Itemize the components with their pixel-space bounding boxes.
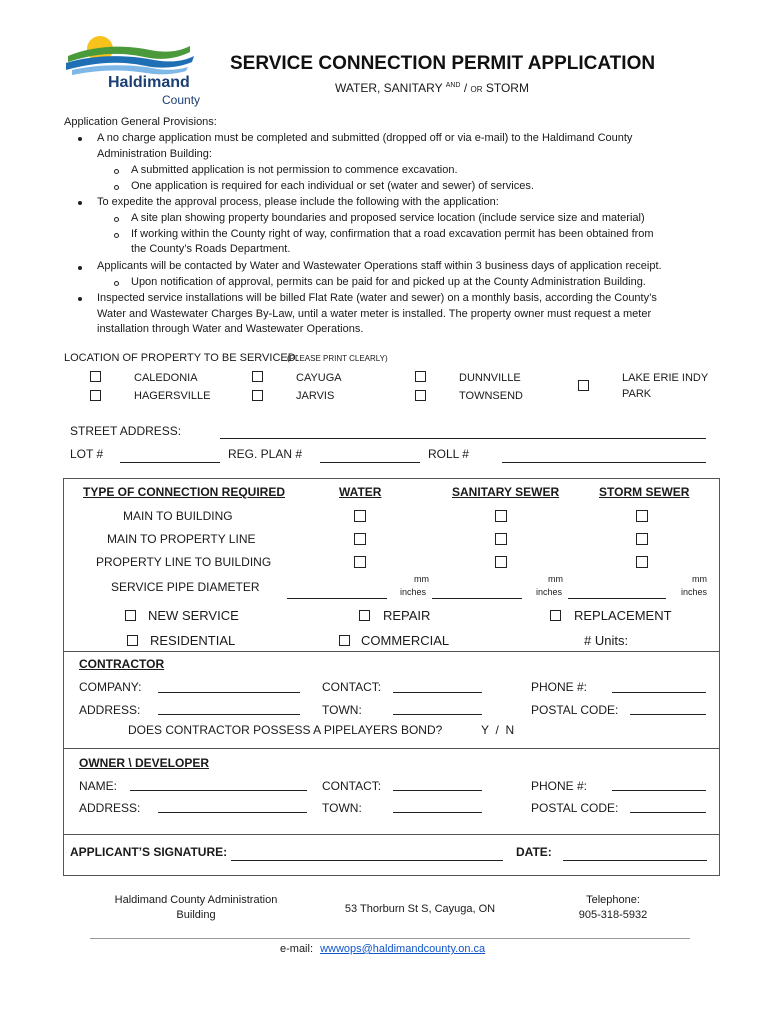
owner-town-label: TOWN:	[322, 801, 362, 815]
footer-address: 53 Thorburn St S, Cayuga, ON	[344, 903, 496, 915]
checkbox-residential[interactable]	[127, 635, 138, 646]
checkbox-water-main-to-building[interactable]	[354, 510, 366, 522]
footer-telephone	[553, 894, 673, 921]
contractor-heading: CONTRACTOR	[79, 657, 165, 671]
row-main-to-building: MAIN TO BUILDING	[123, 509, 233, 523]
checkbox-water-property-line-to-building[interactable]	[354, 556, 366, 568]
reg-plan-field[interactable]	[320, 462, 420, 463]
checkbox-cayuga[interactable]	[252, 371, 263, 382]
bullet-circle	[114, 169, 119, 174]
logo-graphic	[62, 30, 212, 78]
footer-email-label: e-mail:	[280, 943, 314, 955]
storm-unit-mm: mm	[692, 574, 707, 584]
contractor-postal-field[interactable]	[630, 714, 706, 715]
contractor-company-field[interactable]	[158, 692, 300, 693]
location-note: (PLEASE PRINT CLEARLY)	[287, 354, 388, 363]
subtitle-part-storm: STORM	[485, 81, 529, 95]
checkbox-replacement[interactable]	[550, 610, 561, 621]
contractor-phone-field[interactable]	[612, 692, 706, 693]
owner-contact-field[interactable]	[393, 790, 482, 791]
lot-label: LOT #	[70, 447, 104, 461]
page-title: SERVICE CONNECTION PERMIT APPLICATION	[230, 53, 656, 74]
checkbox-sanitary-main-to-building[interactable]	[495, 510, 507, 522]
contractor-contact-field[interactable]	[393, 692, 482, 693]
bullet-circle	[114, 281, 119, 286]
option-residential: RESIDENTIAL	[150, 633, 236, 648]
checkbox-storm-property-line-to-building[interactable]	[636, 556, 648, 568]
checkbox-jarvis[interactable]	[252, 390, 263, 401]
provision-line: To expedite the approval process, please include the following with the application:	[97, 196, 499, 208]
contractor-company-label: COMPANY:	[79, 680, 142, 694]
option-commercial: COMMERCIAL	[361, 633, 450, 648]
provision-line: Water and Wastewater Charges By-Law, until a water meter is installed. The property owner must request a meter	[97, 308, 652, 320]
contractor-section-border	[63, 651, 720, 652]
subtitle-or: OR	[470, 85, 483, 94]
option-new-service: NEW SERVICE	[148, 608, 239, 623]
contractor-postal-label: POSTAL CODE:	[531, 703, 619, 717]
footer-email	[280, 943, 485, 955]
contractor-address-label: ADDRESS:	[79, 703, 141, 717]
provision-line: Administration Building:	[97, 148, 212, 160]
pipe-diameter-label: SERVICE PIPE DIAMETER	[111, 580, 260, 594]
owner-section-border	[63, 748, 720, 749]
checkbox-sanitary-property-line-to-building[interactable]	[495, 556, 507, 568]
applicant-signature-field[interactable]	[231, 860, 503, 861]
checkbox-repair[interactable]	[359, 610, 370, 621]
option-repair: REPAIR	[383, 608, 431, 623]
option-park: PARK	[622, 388, 652, 400]
checkbox-caledonia[interactable]	[90, 371, 101, 382]
contractor-phone-label: PHONE #:	[531, 680, 588, 694]
provision-line: A submitted application is not permission to commence excavation.	[131, 164, 458, 176]
sanitary-unit-inches: inches	[536, 587, 563, 597]
header-connection-type: TYPE OF CONNECTION REQUIRED	[83, 485, 286, 499]
owner-phone-field[interactable]	[612, 790, 706, 791]
header-water: WATER	[339, 485, 382, 499]
date-label: DATE:	[516, 845, 552, 859]
date-field[interactable]	[563, 860, 707, 861]
checkbox-hagersville[interactable]	[90, 390, 101, 401]
county-logo	[62, 30, 212, 110]
subtitle-slash: /	[463, 81, 468, 95]
row-main-to-property-line: MAIN TO PROPERTY LINE	[107, 532, 256, 546]
bullet-circle	[114, 185, 119, 190]
owner-postal-label: POSTAL CODE:	[531, 801, 619, 815]
owner-heading: OWNER \ DEVELOPER	[79, 756, 210, 770]
checkbox-lake-erie-indy-park[interactable]	[578, 380, 589, 391]
street-address-field[interactable]	[220, 438, 706, 439]
contractor-contact-label: CONTACT:	[322, 680, 382, 694]
footer-email-link[interactable]: wwwops@haldimandcounty.on.ca	[320, 943, 486, 955]
provision-line: Applicants will be contacted by Water and Wastewater Operations staff within 3 business days of application receipt.	[97, 260, 662, 272]
subtitle-part-water-sanitary: WATER, SANITARY	[335, 81, 443, 95]
sanitary-unit-mm: mm	[548, 574, 563, 584]
row-property-line-to-building: PROPERTY LINE TO BUILDING	[96, 555, 272, 569]
provision-line: Upon notification of approval, permits can be paid for and picked up at the County Administration Building.	[131, 276, 646, 288]
owner-postal-field[interactable]	[630, 812, 706, 813]
water-pipe-diameter-field[interactable]	[287, 598, 387, 599]
provision-line: A site plan showing property boundaries and proposed service location (include service size and material)	[131, 212, 645, 224]
provision-line: the County’s Roads Department.	[131, 243, 291, 255]
contractor-address-field[interactable]	[158, 714, 300, 715]
checkbox-storm-main-to-building[interactable]	[636, 510, 648, 522]
owner-address-label: ADDRESS:	[79, 801, 141, 815]
contractor-town-field[interactable]	[393, 714, 482, 715]
location-label: LOCATION OF PROPERTY TO BE SERVICED:	[64, 352, 299, 364]
logo-subname: County	[162, 93, 201, 107]
checkbox-townsend[interactable]	[415, 390, 426, 401]
provision-line: Inspected service installations will be billed Flat Rate (water and sewer) on a monthly basis, according the County’s	[97, 292, 657, 304]
signature-section-border	[63, 834, 720, 835]
provision-line: installation through Water and Wastewater Operations.	[97, 323, 364, 335]
owner-name-field[interactable]	[130, 790, 307, 791]
reg-plan-label: REG. PLAN #	[228, 447, 303, 461]
pipelayers-bond-answer[interactable]: Y / N	[481, 723, 515, 737]
footer-org-line2: Building	[176, 909, 216, 921]
street-address-label: STREET ADDRESS:	[70, 424, 182, 438]
footer-tel-value: 905-318-5932	[578, 909, 648, 921]
owner-contact-label: CONTACT:	[322, 779, 382, 793]
contractor-town-label: TOWN:	[322, 703, 362, 717]
checkbox-new-service[interactable]	[125, 610, 136, 621]
page-subtitle	[335, 81, 529, 95]
bullet-dot	[78, 201, 82, 205]
bullet-circle	[114, 217, 119, 222]
subtitle-and: AND	[445, 82, 461, 89]
roll-field[interactable]	[502, 462, 706, 463]
option-lake-erie-indy: LAKE ERIE INDY	[622, 372, 709, 384]
bullet-circle	[114, 233, 119, 238]
checkbox-sanitary-main-to-property-line[interactable]	[495, 533, 507, 545]
option-replacement: REPLACEMENT	[574, 608, 672, 623]
units-label: # Units:	[584, 633, 629, 648]
bullet-dot	[78, 297, 82, 301]
option-townsend: TOWNSEND	[459, 390, 523, 402]
option-hagersville: HAGERSVILLE	[134, 390, 211, 402]
water-unit-inches: inches	[400, 587, 427, 597]
water-unit-mm: mm	[414, 574, 429, 584]
logo-name: Haldimand	[108, 74, 190, 91]
pipelayers-bond-question: DOES CONTRACTOR POSSESS A PIPELAYERS BOND?	[128, 723, 443, 737]
provision-line: A no charge application must be completed and submitted (dropped off or via e-mail) to the Haldimand County	[97, 132, 633, 144]
option-jarvis: JARVIS	[296, 390, 335, 402]
owner-town-field[interactable]	[393, 812, 482, 813]
lot-field[interactable]	[120, 462, 220, 463]
provision-line: One application is required for each individual or set (water and sewer) of services.	[131, 180, 534, 192]
owner-address-field[interactable]	[158, 812, 307, 813]
header-sanitary-sewer: SANITARY SEWER	[452, 485, 560, 499]
checkbox-commercial[interactable]	[339, 635, 350, 646]
bullet-dot	[78, 266, 82, 270]
footer-tel-label: Telephone:	[586, 894, 640, 906]
checkbox-water-main-to-property-line[interactable]	[354, 533, 366, 545]
owner-name-label: NAME:	[79, 779, 118, 793]
option-dunnville: DUNNVILLE	[459, 372, 521, 384]
provision-line: If working within the County right of way, confirmation that a road excavation permit has been obtained from	[131, 228, 654, 240]
owner-phone-label: PHONE #:	[531, 779, 588, 793]
option-caledonia: CALEDONIA	[134, 372, 198, 384]
footer-org-name	[96, 894, 296, 921]
roll-label: ROLL #	[428, 447, 469, 461]
option-cayuga: CAYUGA	[296, 372, 342, 384]
bullet-dot	[78, 137, 82, 141]
storm-unit-inches: inches	[681, 587, 708, 597]
applicant-signature-label: APPLICANT’S SIGNATURE:	[70, 845, 228, 859]
provisions-heading: Application General Provisions:	[64, 116, 217, 128]
footer-org-line1: Haldimand County Administration	[114, 894, 278, 906]
storm-pipe-diameter-field[interactable]	[568, 598, 666, 599]
sanitary-pipe-diameter-field[interactable]	[432, 598, 522, 599]
checkbox-dunnville[interactable]	[415, 371, 426, 382]
checkbox-storm-main-to-property-line[interactable]	[636, 533, 648, 545]
header-storm-sewer: STORM SEWER	[599, 485, 690, 499]
footer-divider	[90, 938, 690, 939]
